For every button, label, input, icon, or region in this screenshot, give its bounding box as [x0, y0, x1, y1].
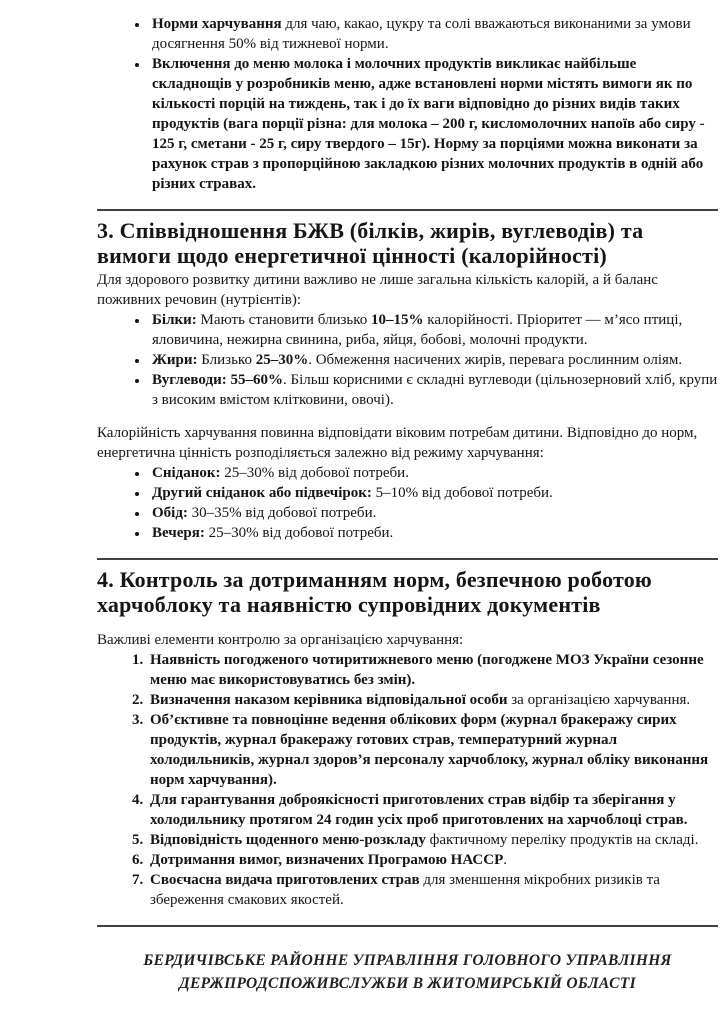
calories-paragraph: Калорійність харчування повинна відповідати віковим потребам дитини. Відповідно до норм, енергетична цінність розподіляється залежно від режиму харчування: [97, 425, 698, 461]
footer-organization [97, 949, 718, 995]
section-4-heading: 4. Контроль за дотриманням норм, безпечною роботою харчоблоку та наявністю супровідних документів [97, 567, 652, 617]
control-numbered-list [97, 650, 718, 910]
meal-bullet-list [97, 463, 718, 543]
list-item: • Білки: Мають становити близько 10–15% калорійності. Пріоритет — м’ясо птиці, яловичина, нежирна свинина, риба, яйця, бобові, молочні продукти. [149, 310, 718, 350]
list-item: 4. Для гарантування доброякісності приготовлених страв відбір та зберігання у холодильнику протягом 24 годин усіх проб приготовлених на харчоблоці страв. [147, 790, 718, 830]
norms-continued-bullet-list [97, 14, 718, 194]
list-item: 2. Визначення наказом керівника відповідальної особи за організацією харчування. [147, 690, 718, 710]
list-item: • Обід: 30–35% від добової потреби. [149, 503, 718, 523]
list-item: • Норми харчування для чаю, какао, цукру та солі вважаються виконаними за умови досягнення 50% від тижневої норми. [149, 14, 718, 54]
list-item: 6. Дотримання вимог, визначених Програмою НАССР. [147, 850, 718, 870]
section-divider-top [97, 209, 718, 211]
list-item: 7. Своєчасна видача приготовлених страв для зменшення мікробних ризиків та збереження смакових якостей. [147, 870, 718, 910]
section-4-intro: Важливі елементи контролю за організацією харчування: [97, 632, 464, 648]
footer-line-2: ДЕРЖПРОДСПОЖИВСЛУЖБИ В ЖИТОМИРСЬКІЙ ОБЛАСТІ [179, 975, 636, 992]
list-item: • Другий сніданок або підвечірок: 5–10% від добової потреби. [149, 483, 718, 503]
list-item: • Вуглеводи: 55–60%. Більш корисними є складні вуглеводи (цільнозерновий хліб, крупи з високим вмістом клітковини, овочі). [149, 370, 718, 410]
section-3-heading: 3. Співвідношення БЖВ (білків, жирів, вуглеводів) та вимоги щодо енергетичної цінності (калорійності) [97, 218, 644, 268]
section-3-intro: Для здорового розвитку дитини важливо не лише загальна кількість калорій, а й баланс поживних речовин (нутрієнтів): [97, 272, 658, 308]
footer-divider [97, 925, 718, 927]
section-divider-middle [97, 558, 718, 560]
list-item: 3. Об’єктивне та повноцінне ведення облікових форм (журнал бракеражу сирих продуктів, журнал бракеражу готових страв, температурний журнал холодильників, журнал здоров’я персоналу харчоблоку, журнал обліку виконання норм харчування). [147, 710, 718, 790]
footer-line-1: БЕРДИЧІВСЬКЕ РАЙОННЕ УПРАВЛІННЯ ГОЛОВНОГО УПРАВЛІННЯ [143, 952, 672, 969]
nutrient-bullet-list [97, 310, 718, 410]
list-item: 1. Наявність погодженого чотиритижневого меню (погоджене МОЗ України сезонне меню має використовуватись без змін). [147, 650, 718, 690]
list-item: • Вечеря: 25–30% від добової потреби. [149, 523, 718, 543]
list-item: • Сніданок: 25–30% від добової потреби. [149, 463, 718, 483]
list-item: • Жири: Близько 25–30%. Обмеження насичених жирів, перевага рослинним оліям. [149, 350, 718, 370]
list-item: 5. Відповідність щоденного меню-розкладу фактичному переліку продуктів на складі. [147, 830, 718, 850]
list-item: • Включення до меню молока і молочних продуктів викликає найбільше складнощів у розробників меню, адже встановлені норми містять вимоги як по кількості порцій на тиждень, так і до їх ваги відповідно до різних видів таких продуктів (вага порції різна: для молока – 200 г, кисломолочних напоїв або сиру - 125 г, сметани - 25 г, сиру твердого – 15г). Норму за порціями можна виконати за рахунок страв з пропорційною закладкою різних молочних продуктів в одній або різних стравах. [149, 54, 718, 194]
